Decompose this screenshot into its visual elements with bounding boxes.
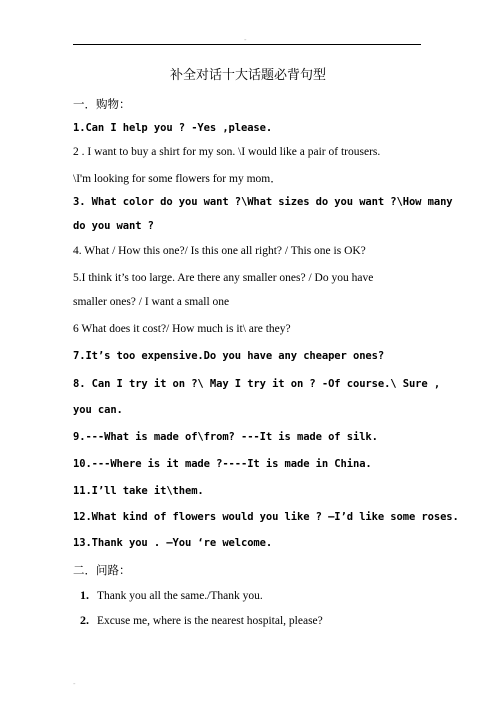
sentence-line: 12.What kind of flowers would you like ? –I’d like some roses.: [73, 511, 459, 523]
sentence-line: 5.I think it’s too large. Are there any smaller ones? / Do you have: [73, 272, 374, 284]
footer-mark: -: [73, 680, 76, 688]
document-title: 补全对话十大话题必背句型: [169, 68, 326, 83]
sentence-line: 4. What / How this one?/ Is this one all right? / This one is OK?: [73, 245, 366, 257]
sentence-line: you can.: [73, 404, 123, 416]
sentence-line: 1.Can I help you ? -Yes ,please.: [73, 122, 273, 134]
sentence-line: 13.Thank you . –You ‘re welcome.: [73, 537, 273, 549]
list-item-text: Excuse me, where is the nearest hospital, please?: [97, 615, 323, 627]
sentence-line: \I'm looking for some flowers for my mom．: [73, 173, 282, 185]
sentence-line: 9.---What is made of\from? ---It is made of silk.: [73, 431, 378, 443]
sentence-line: 2 . I want to buy a shirt for my son. \I would like a pair of trousers.: [73, 146, 381, 158]
sentence-line: 6 What does it cost?/ How much is it\ are they?: [73, 323, 291, 335]
list-item: [80, 613, 323, 628]
sentence-line: do you want ?: [73, 220, 154, 232]
sentence-line: 11.I’ll take it\them.: [73, 485, 204, 497]
section-heading-directions: 二．问路：: [73, 563, 131, 577]
sentence-line: 8. Can I try it on ?\ May I try it on ? -Of course.\ Sure ,: [73, 378, 441, 390]
sentence-line: 3. What color do you want ?\What sizes do you want ?\How many: [73, 196, 453, 208]
section-heading-shopping: 一．购物：: [73, 97, 131, 111]
sentence-line: smaller ones? / I want a small one: [73, 296, 230, 308]
sentence-line: 10.---Where is it made ?----It is made in China.: [73, 458, 372, 470]
list-item: [80, 588, 263, 603]
list-item-number: 1.: [80, 588, 89, 602]
list-item-number: 2.: [80, 613, 89, 627]
list-item-text: Thank you all the same./Thank you.: [97, 590, 263, 602]
sentence-line: 7.It’s too expensive.Do you have any cheaper ones?: [73, 350, 385, 362]
header-rule: [73, 44, 421, 45]
header-mark: -: [244, 36, 247, 44]
